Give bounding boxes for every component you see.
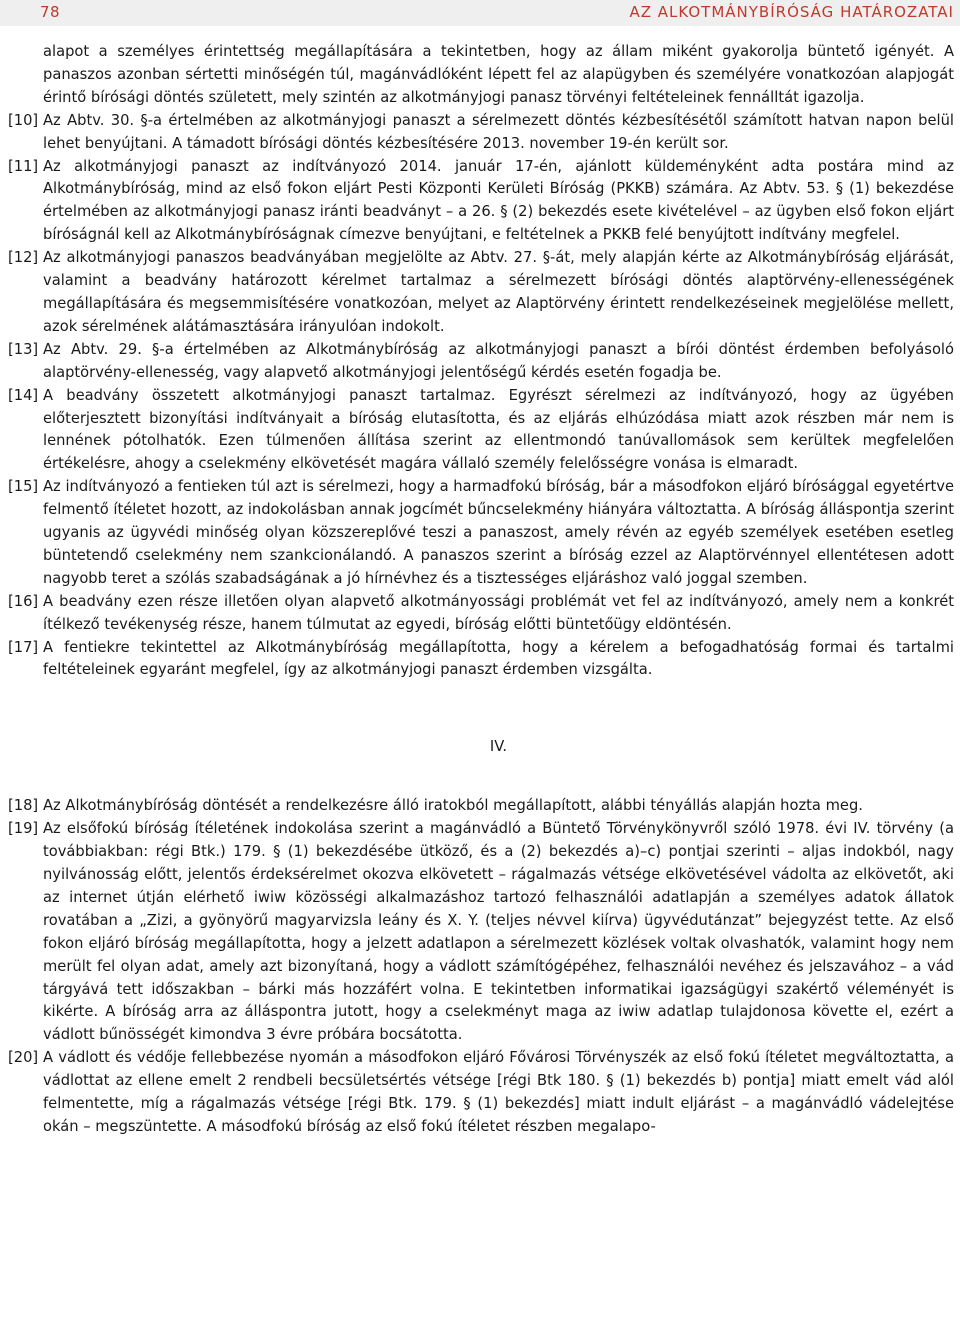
numbered-paragraph — [8, 818, 954, 1047]
numbered-paragraph — [8, 795, 954, 818]
paragraph-number: [14] — [8, 386, 39, 404]
paragraph-text: Az indítványozó a fentieken túl azt is sérelmezi, hogy a harmadfokú bíróság, bár a másodfokon eljáró bírósággal egyetértve felmentő ítéletet hozott, az indokolásban annak jogcímét bűncselekmény hiányára változtatta. A bíróság álláspontja szerint ugyanis az ügyvédi minőség olyan közszereplővé teszi a panaszost, amely révén az egyéb személyek esetében esetleg büntetendő cselekmény nem szankcionálandó. A panaszos szerint a bíróság ezzel az Alaptörvénnyel ellentétesen adott nagyobb teret a szólás szabadságának a jó hírnévhez és a tisztességes eljáráshoz való joggal szemben. — [43, 478, 954, 587]
paragraph-text: Az Abtv. 30. §-a értelmében az alkotmányjogi panaszt a sérelmezett döntés kézbesítésétől számított hatvan napon belül lehet benyújtani. A támadott bírósági döntés kézbesítésére 2013. november 19-én került sor. — [43, 111, 954, 152]
running-head: AZ ALKOTMÁNYBÍRÓSÁG HATÁROZATAI — [629, 3, 954, 21]
numbered-paragraph — [8, 637, 954, 683]
paragraph-number: [15] — [8, 478, 39, 496]
paragraph-number: [11] — [8, 157, 39, 175]
page-number: 78 — [40, 3, 61, 21]
page-body — [8, 41, 954, 1139]
numbered-paragraph — [8, 591, 954, 637]
paragraph-number: [13] — [8, 340, 39, 358]
numbered-paragraph — [8, 1047, 954, 1139]
paragraph-text: Az alkotmányjogi panaszt az indítványozó 2014. január 17-én, ajánlott küldeményként adta postára mind az Alkotmánybíróság, mind az első fokon eljárt Pesti Központi Kerületi Bíróság (PKKB) számára. Az Abtv. 53. § (1) bekezdése értelmében az alkotmányjogi panasz iránti beadványt – a 26. § (2) bekezdés esete kivételével – az ügyben első fokon eljárt bíróságnál kell az Alkotmánybíróságnak címezve benyújtani, e feltételnek a PKKB felé benyújtott indítvány megfelel. — [43, 157, 954, 244]
paragraph-text: A beadvány összetett alkotmányjogi panaszt tartalmaz. Egyrészt sérelmezi az indítványozó, hogy az ügyében előterjesztett bizonyítási indítványait a bíróság elutasította, és az eljárás elhúzódása miatt azok részben már nem is lennének pótolhatók. Ezen túlmenően állítása szerint az ellentmondó tanúvallomások sem kerültek megfelelően értékelésre, ahogy a cselekmény elkövetését magára vállaló személy felelősségre vonása is elmaradt. — [43, 386, 954, 473]
paragraph-number: [17] — [8, 638, 39, 656]
paragraph-text: A vádlott és védője fellebbezése nyomán a másodfokon eljáró Fővárosi Törvényszék az első fokú ítéletet megváltoztatta, a vádlottat az ellene emelt 2 rendbeli becsületsértés vétsége [régi Btk 180. § (1) bekezdés b) pontja] miatt emelt vád alól felmentette, míg a rágalmazás vétsége [régi Btk. 179. § (1) bekezdés] miatt indult eljárást – a magánvádló vádelejtése okán – megszüntette. A másodfokú bíróság az első fokú ítéletet részben megalapo- — [43, 1049, 954, 1135]
paragraph-list — [8, 110, 954, 683]
numbered-paragraph — [8, 385, 954, 477]
numbered-paragraph — [8, 247, 954, 339]
numbered-paragraph — [8, 339, 954, 385]
paragraph-number: [18] — [8, 797, 39, 815]
paragraph-text: Az Abtv. 29. §-a értelmében az Alkotmánybíróság az alkotmányjogi panaszt a bírói döntést érdemben befolyásoló alaptörvény-ellenesség, vagy alapvető alkotmányjogi jelentőségű kérdés esetén fogadja be. — [43, 340, 954, 381]
continuation-paragraph: alapot a személyes érintettség megállapítására a tekintetben, hogy az állam miként gyakorolja büntető igényét. A panaszos azonban sértetti minőségén túl, magánvádlóként lépett fel az alapügyben és személyére vonatkozóan alapjogát érintő bírósági döntés született, mely szintén az alkotmányjogi panasz törvényi feltételeinek fennálltát igazolja. — [43, 43, 954, 106]
paragraph-number: [20] — [8, 1049, 39, 1067]
section-heading: IV. — [489, 738, 508, 756]
paragraph-text: Az alkotmányjogi panaszos beadványában megjelölte az Abtv. 27. §-át, mely alapján kérte az Alkotmánybíróság eljárását, valamint a beadvány határozott kérelmet tartalmaz a sérelmezett bírósági döntés alaptörvény-ellenességének megállapítására és megsemmisítésére vonatkozóan, melyet az Alaptörvény érintett rendelkezéseinek megjelölése mellett, azok sérelmének alátámasztására irányulóan indokolt. — [43, 249, 954, 335]
numbered-paragraph — [8, 156, 954, 248]
paragraph-number: [19] — [8, 820, 39, 838]
numbered-paragraph — [8, 110, 954, 156]
paragraph-text: Az Alkotmánybíróság döntését a rendelkezésre álló iratokból megállapított, alábbi tényállás alapján hozta meg. — [43, 797, 863, 815]
paragraph-number: [10] — [8, 111, 39, 129]
paragraph-list-after-heading — [8, 795, 954, 1139]
paragraph-number: [12] — [8, 249, 39, 267]
paragraph-text: Az elsőfokú bíróság ítéletének indokolása szerint a magánvádló a Büntető Törvénykönyvről szóló 1978. évi IV. törvény (a továbbiakban: régi Btk.) 179. § (1) bekezdésébe ütköző, és a (2) bekezdés a)–c) pontjai szerinti – aljas indokból, nagy nyilvánosság előtt, jelentős érdeksérelmet okozva elkövetett – rágalmazás vétsége elkövetésével vádolta az elkövetőt, aki az internet útján elérhető iwiw közösségi alkalmazáshoz tartozó felhasználói adatlapján a személyes adatok állatok rovatában a „Zizi, a gyönyörű magyarvizsla leány és X. Y. (teljes névvel kiírva) ügyvédutánzat” bejegyzést tette. Az első fokon eljáró bíróság megállapította, hogy a jelzett adatlapon a sérelmezett közlések voltak olvashatók, valamint hogy nem merült fel olyan adat, amely azt bizonyítaná, hogy a vádlott számítógépéhez, felhasználói nevéhez és jelszavához – a vád tárgyává tett időszakban – bárki más hozzáfért volna. E tekintetben informatikai igazságügyi szakértő véleményét is kikérte. A bíróság arra az álláspontra jutott, hogy a cselekményt maga az iwiw adatlap tulajdonosa követte el, ezért a vádlott bűnösségét kimondva 3 évre próbára bocsátotta. — [43, 820, 954, 1044]
page-header — [0, 0, 960, 26]
numbered-paragraph — [8, 476, 954, 591]
paragraph-text: A beadvány ezen része illetően olyan alapvető alkotmányossági problémát vet fel az indítványozó, amely nem a konkrét ítélkező tevékenység része, hanem túlmutat az egyedi, bíróság előtti büntetőügy eldöntésén. — [43, 592, 954, 633]
paragraph-number: [16] — [8, 592, 39, 610]
paragraph-text: A fentiekre tekintettel az Alkotmánybíróság megállapította, hogy a kérelem a befogadhatóság formai és tartalmi feltételeinek egyaránt megfelel, így az alkotmányjogi panaszt érdemben vizsgálta. — [43, 638, 954, 679]
